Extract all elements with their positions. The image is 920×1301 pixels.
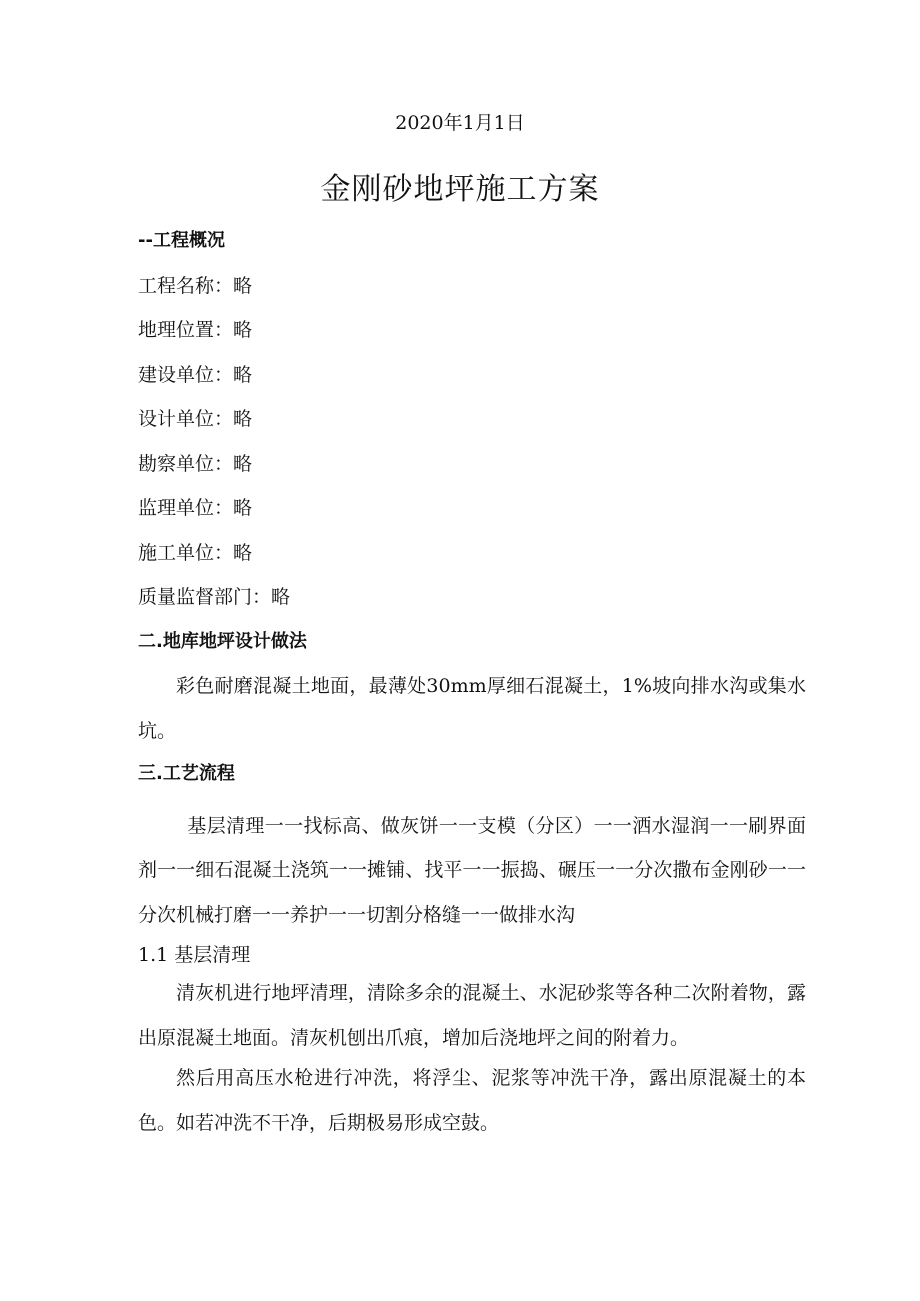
info-item-designer: 设计单位：略 bbox=[138, 408, 253, 430]
info-item-supervisor: 监理单位：略 bbox=[138, 497, 253, 519]
document-date: 2020年1月1日 bbox=[395, 112, 525, 134]
info-item-developer: 建设单位：略 bbox=[138, 363, 253, 386]
subsection-heading-base-cleaning: 1.1 基层清理 bbox=[138, 944, 251, 966]
document-title: 金刚砂地坪施工方案 bbox=[320, 172, 600, 207]
section-heading-overview: --工程概况 bbox=[138, 230, 225, 251]
info-item-location: 地理位置：略 bbox=[138, 319, 253, 341]
document-body bbox=[138, 226, 806, 1148]
info-item-surveyor: 勘察单位：略 bbox=[138, 452, 253, 475]
design-paragraph: 彩色耐磨混凝土地面，最薄处30mm厚细石混凝土，1%坡向排水沟或集水坑。 bbox=[138, 675, 806, 742]
section-heading-design: 二.地库地坪设计做法 bbox=[138, 630, 307, 652]
info-item-quality-dept: 质量监督部门：略 bbox=[138, 586, 291, 608]
cleaning-paragraph-1: 清灰机进行地坪清理，清除多余的混凝土、水泥砂浆等各种二次附着物，露出原混凝土地面。清灰机刨出爪痕，增加后浇地坪之间的附着力。 bbox=[138, 982, 806, 1049]
info-item-project-name: 工程名称：略 bbox=[138, 274, 253, 297]
info-item-contractor: 施工单位：略 bbox=[138, 541, 253, 564]
cleaning-paragraph-2: 然后用高压水枪进行冲洗，将浮尘、泥浆等冲洗干净，露出原混凝土的本色。如若冲洗不干净，后期极易形成空鼓。 bbox=[138, 1067, 806, 1134]
process-flow-paragraph: 基层清理一一找标高、做灰饼一一支模（分区）一一洒水湿润一一刷界面剂一一细石混凝土浇筑一一摊铺、找平一一振捣、碾压一一分次撒布金刚砂一一分次机械打磨一一养护一一切割分格缝一一做排水沟 bbox=[138, 814, 806, 926]
section-heading-process: 三.工艺流程 bbox=[138, 763, 235, 784]
